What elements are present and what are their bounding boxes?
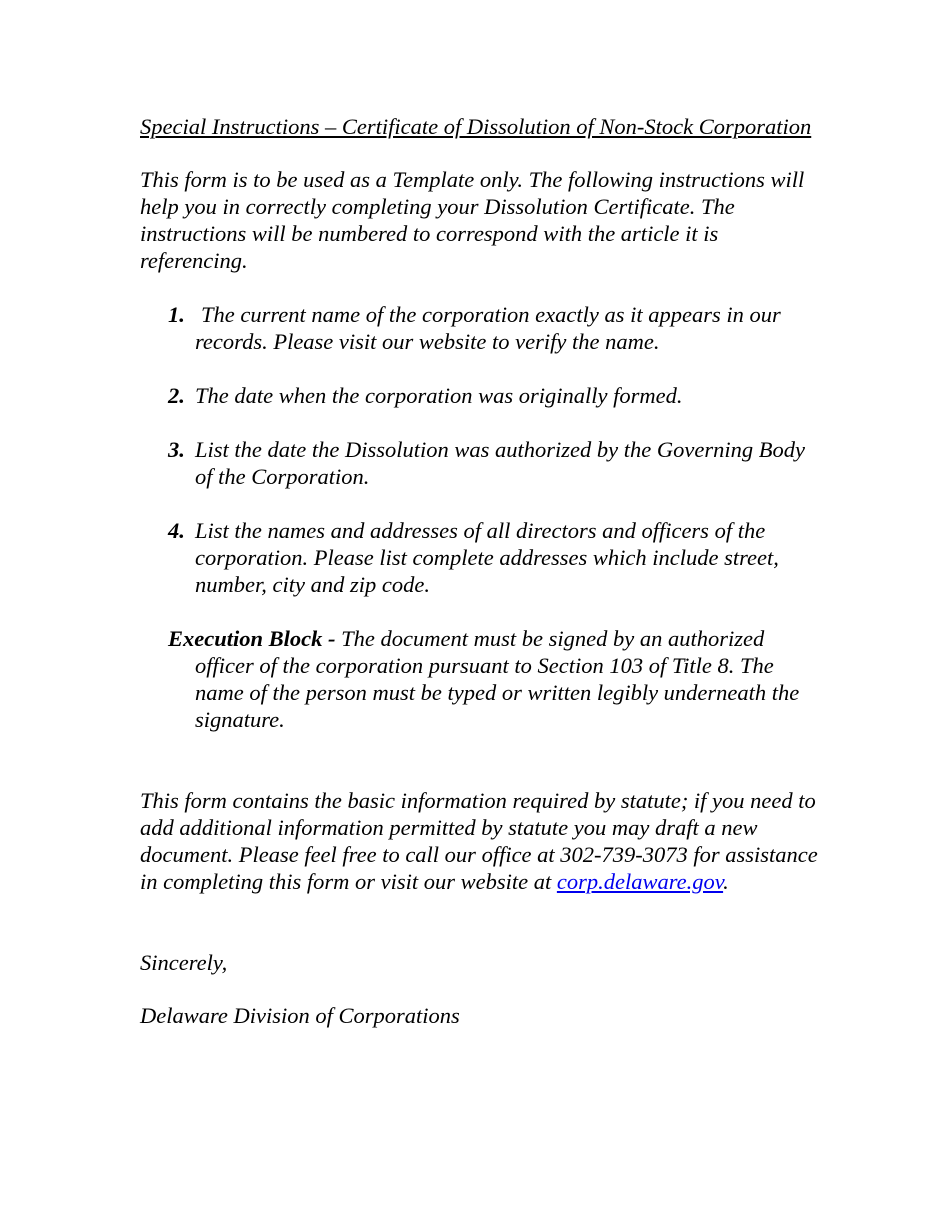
closing-trailing: . bbox=[723, 869, 729, 894]
document-page bbox=[140, 113, 825, 1029]
instruction-item bbox=[140, 382, 825, 409]
execution-block bbox=[140, 625, 825, 733]
instruction-text: The date when the corporation was originally formed. bbox=[195, 383, 683, 408]
intro-paragraph: This form is to be used as a Template only. The following instructions will help you in correctly completing your Dissolution Certificate. The instructions will be numbered to correspond with the article it is referencing. bbox=[140, 167, 805, 273]
instruction-text: List the date the Dissolution was authorized by the Governing Body of the Corporation. bbox=[195, 437, 805, 489]
organization-name: Delaware Division of Corporations bbox=[140, 1003, 460, 1028]
instruction-text: The current name of the corporation exactly as it appears in our records. Please visit our website to verify the name. bbox=[195, 302, 781, 354]
execution-block-text: The document must be signed by an authorized officer of the corporation pursuant to Section 103 of Title 8. The name of the person must be typed or written legibly underneath the signature. bbox=[195, 626, 800, 732]
instruction-item bbox=[140, 436, 825, 490]
website-link[interactable]: corp.delaware.gov bbox=[556, 869, 724, 894]
instruction-number: 2. bbox=[168, 383, 185, 408]
instruction-item bbox=[140, 517, 825, 598]
instruction-item bbox=[140, 301, 825, 355]
signoff: Sincerely, bbox=[140, 950, 228, 975]
instruction-number: 4. bbox=[168, 518, 185, 543]
document-title: Special Instructions – Certificate of Dissolution of Non-Stock Corporation bbox=[140, 114, 812, 139]
instruction-number: 3. bbox=[168, 437, 185, 462]
instruction-text: List the names and addresses of all directors and officers of the corporation. Please list complete addresses which include street, number, city and zip code. bbox=[195, 518, 779, 597]
closing-text: This form contains the basic information required by statute; if you need to add additional information permitted by statute you may draft a new document. Please feel free to call our office at 302-739-3073 for assistance in completing this form or visit our website at bbox=[140, 788, 818, 894]
instruction-list bbox=[140, 301, 825, 598]
instruction-number: 1. bbox=[168, 302, 185, 327]
execution-block-label: Execution Block - bbox=[168, 626, 336, 651]
closing-paragraph bbox=[140, 787, 825, 895]
